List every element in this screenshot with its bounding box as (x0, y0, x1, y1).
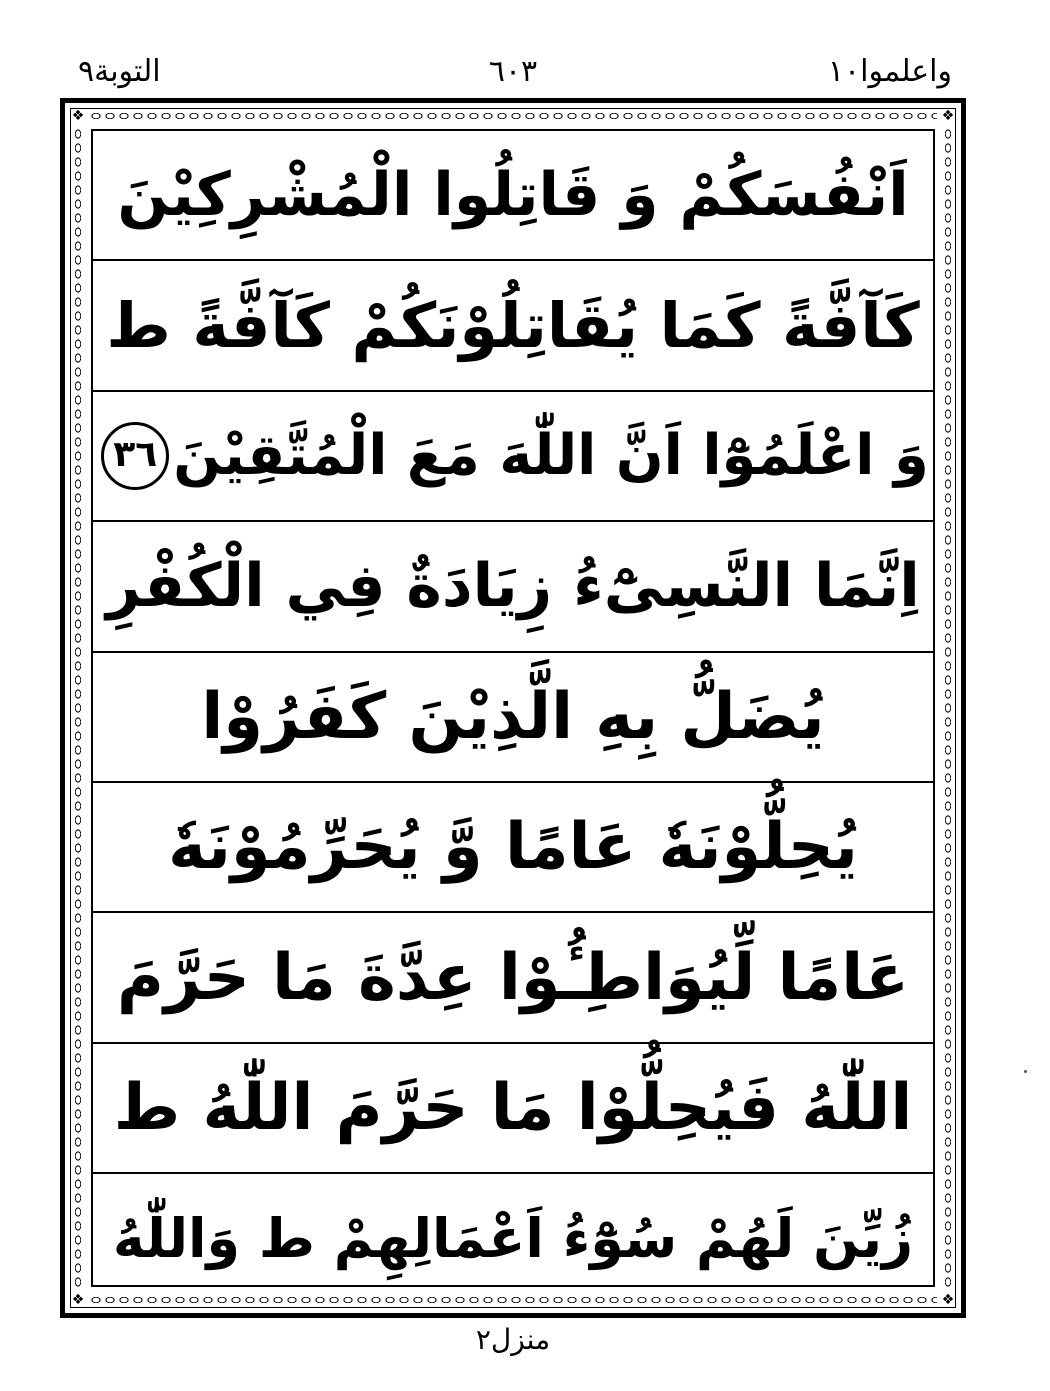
page-frame (60, 98, 966, 1318)
text-line (93, 131, 933, 261)
line-text: كَآفَّةً كَمَا يُقَاتِلُوْنَكُمْ كَآفَّةً ط (106, 288, 920, 362)
line-text: وَ اعْلَمُوْٓا اَنَّ اللّٰهَ مَعَ الْمُتَّقِيْنَ (173, 422, 929, 488)
chain-border-right (942, 127, 954, 1289)
corner-ornament-icon: ❖ (941, 1292, 955, 1308)
ayah-number-marker: ٣٦ (101, 422, 169, 490)
line-text: اِنَّمَا النَّسِیْٓءُ زِيَادَةٌ فِي الْكُفْرِ (106, 551, 920, 622)
corner-ornament-icon: ❖ (71, 108, 85, 124)
text-line (93, 392, 933, 522)
line-text: اللّٰهُ فَيُحِلُّوْا مَا حَرَّمَ اللّٰهُ ط (113, 1070, 913, 1145)
line-text: يُحِلُّوْنَهٗ عَامًا وَّ يُحَرِّمُوْنَهٗ (168, 810, 858, 885)
line-text: عَامًا لِّيُوَاطِـُٔوْا عِدَّةَ مَا حَرَّمَ (117, 940, 909, 1015)
line-text: يُضَلُّ بِهِ الَّذِيْنَ كَفَرُوْا (201, 679, 825, 754)
page-footer (60, 1322, 966, 1362)
page-header (60, 52, 966, 96)
stray-dot (1024, 1070, 1027, 1073)
chain-border-top (89, 110, 937, 122)
line-text: زُيِّنَ لَهُمْ سُوْٓءُ اَعْمَالِهِمْ ط وَاللّٰهُ (112, 1207, 914, 1271)
text-line (93, 783, 933, 913)
manzil-label: منزل٢ (475, 1323, 551, 1356)
text-line (93, 522, 933, 652)
quran-text-area (91, 129, 935, 1287)
corner-ornament-icon: ❖ (71, 1292, 85, 1308)
surah-name: التوبة٩ (78, 54, 161, 89)
line-text: اَنْفُسَكُمْ وَ قَاتِلُوا الْمُشْرِكِيْنَ (117, 160, 909, 231)
chain-border-left (72, 127, 84, 1289)
text-line (93, 1174, 933, 1304)
text-line (93, 653, 933, 783)
page-number: ٦٠٣ (488, 54, 538, 89)
text-line (93, 1044, 933, 1174)
juz-name: واعلموا١٠ (827, 54, 952, 89)
text-line (93, 261, 933, 391)
corner-ornament-icon: ❖ (941, 108, 955, 124)
text-line (93, 913, 933, 1043)
